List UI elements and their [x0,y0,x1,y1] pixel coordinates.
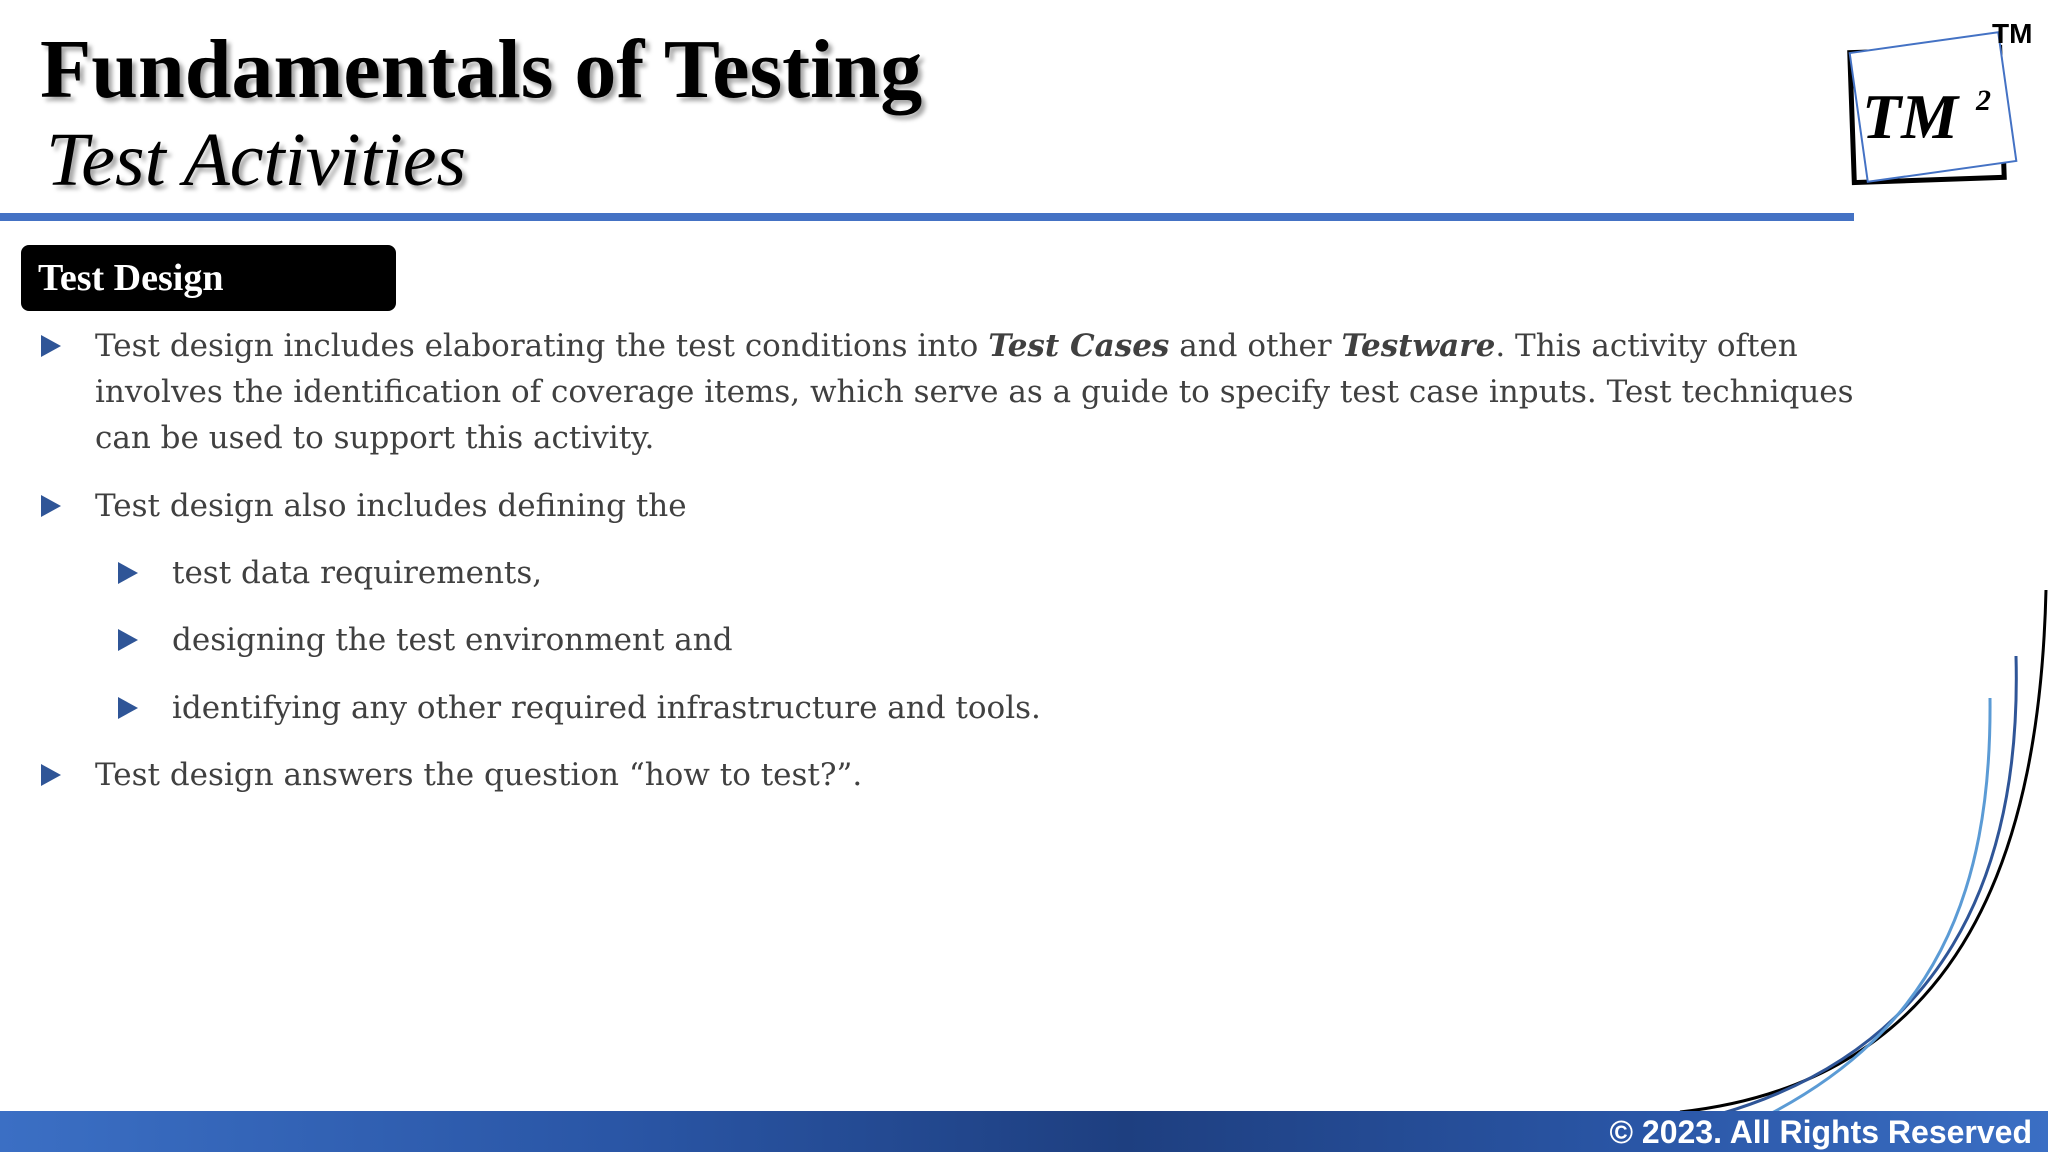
bullet-triangle-icon [41,495,61,517]
svg-text:TM: TM [1862,81,1958,152]
bullet-triangle-icon [41,335,61,357]
bullet-triangle-icon [118,697,138,719]
bullet-triangle-icon [118,629,138,651]
svg-text:2: 2 [1976,84,1991,117]
bullet-text: Test design includes elaborating the test conditions into Test Cases and other Testware. This activity often involves the identification of coverage items, which serve as a guide to specify test case inputs. Test techniques can be used to support this activity. [95,328,1854,456]
section-label: Test Design [21,245,396,311]
sub-bullet-item [172,550,542,596]
header-divider [0,213,1854,221]
bullet-item [95,752,862,798]
term-testware: Testware [1341,328,1496,364]
sub-bullet-text: identifying any other required infrastructure and tools. [172,690,1041,726]
slide-title: Fundamentals of Testing [40,23,923,116]
sub-bullet-item [172,617,733,663]
bullet-item [95,323,1855,461]
decorative-curves [1650,580,2048,1120]
term-test-cases: Test Cases [988,328,1170,364]
bullet-triangle-icon [41,764,61,786]
bullet-triangle-icon [118,562,138,584]
sub-bullet-text: test data requirements, [172,555,543,591]
slide-subtitle: Test Activities [46,118,467,202]
bullet-text: Test design also includes defining the [95,488,687,524]
copyright-text: © 2023. All Rights Reserved [1609,1114,2032,1150]
sub-bullet-item [172,685,1041,731]
sub-bullet-text: designing the test environment and [172,622,733,658]
bullet-text: Test design answers the question “how to test?”. [95,757,863,793]
bullet-item [95,483,687,529]
trademark-symbol: TM [1992,18,2033,49]
